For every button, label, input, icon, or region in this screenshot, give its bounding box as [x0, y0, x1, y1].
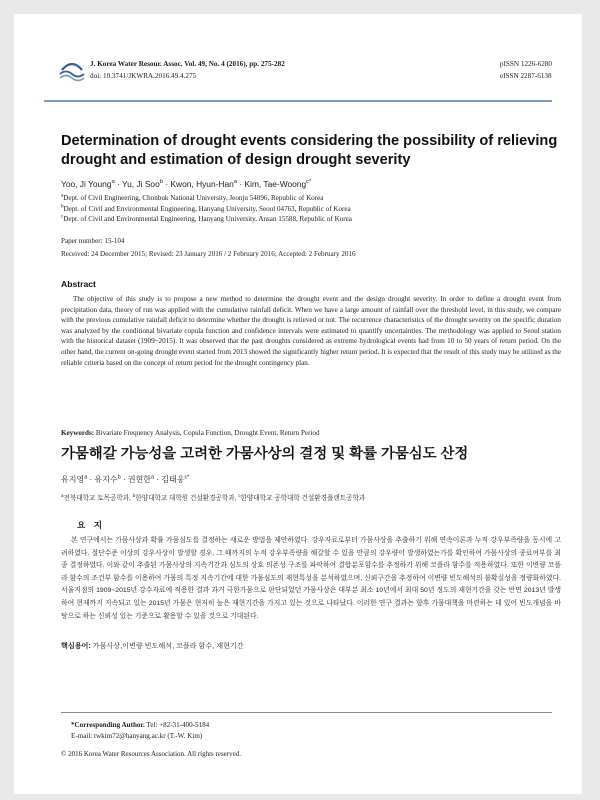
header-divider [44, 100, 552, 102]
pissn: pISSN 1226-6280 [499, 60, 552, 68]
submission-dates: Received: 24 December 2015; Revised: 23 January 2016 / 2 February 2016; Accepted: 2 February 2016 [61, 250, 356, 258]
author-name: Yoo, Ji Young [61, 179, 112, 189]
paper-info [61, 235, 356, 261]
author-name: 유지영 [61, 475, 85, 484]
korean-abstract-heading: 요 지 [77, 520, 105, 530]
affiliation-list [61, 193, 352, 225]
korean-abstract-body: 본 연구에서는 가뭄사상과 확률 가뭄심도를 결정하는 새로운 방법을 제안하였다. 강우자료로부터 가뭄사상을 추출하기 위해 연속이론과 누적 강우부족량을 동시에 고려하였다. 절단수준 이상의 강우사상이 발생할 경우, 그 때까지의 누적 강우부족량을 해갈할 수 있을 만큼의 강우량이 발생하였는가를 확인하여 가뭄사상의 종료여부를 최종 결정하였다. 이와 같이 추출된 가뭄사상의 지속기간과 심도의 상호 의존성 구조를 파악하여 결합분포함수를 추정하기 위해 코플라 함수를 적용하였다. 또한 이변량 코플라 함수의 조건부 함수를 이용하여 가뭄의 특정 지속기간에 대한 가뭄심도의 재현특성을 분석하였으며, 신뢰구간을 추정하여 이변량 빈도해석의 불확실성을 정량화하였다. 서울지점의 1909~2015년 강수자료에 적용한 결과 과거 극한가뭄으로 판단되었던 가뭄사상은 대부분 최소 10년에서 최대 50년 정도의 재현기간을 갖는 반면 2013년 발생하여 현재까지 지속되고 있는 2015년 가뭄은 현저히 높은 재현기간을 가지고 있는 것으로 나타났다. 이러한 연구 결과는 향후 가뭄대책을 마련하는 데 있어 빈도개념을 바탕으로 하는 신뢰성 있는 기준으로 활용할 수 있을 것으로 기대된다. [61, 537, 561, 620]
journal-header [90, 58, 285, 82]
author-name: 유지수 [94, 475, 118, 484]
paper-number: Paper number: 15-104 [61, 237, 125, 245]
corresponding-author: *Corresponding Author. Tel: +82-31-400-5184 E-mail: twkim72@hanyang.ac.kr (T.-W. Kim) [71, 721, 210, 740]
corresponding-email: E-mail: twkim72@hanyang.ac.kr (T.-W. Kim) [71, 731, 203, 740]
korean-keywords: 핵심용어: 가뭄사상,이변량 빈도해석, 코플라 함수, 재현기간 [61, 642, 244, 650]
doi: doi: 10.3741/JKWRA.2016.49.4.275 [90, 72, 197, 80]
author-name: 김태웅 [161, 475, 185, 484]
keywords: Keywords: Bivariate Frequency Analysis, Copula Function, Drought Event, Return Period [61, 429, 320, 437]
copyright: © 2016 Korea Water Resources Association. All rights reserved. [61, 750, 241, 758]
corresponding-label: *Corresponding Author. [71, 721, 145, 729]
korean-keywords-label: 핵심용어: [61, 642, 91, 650]
affiliation: $^b$Dept. of Civil and Environmental Engineering, Hanyang University, Seoul 04763, Republic of Korea [61, 204, 351, 213]
journal-logo-icon [58, 56, 86, 82]
korean-affiliations: $^a$전북대학교 토목공학과, $^b$한양대학교 대학원 건설환경공학과, $^c$한양대학교 공학대학 건설환경플랜트공학과 [61, 492, 366, 502]
author-list: Yoo, Ji Young$^a$ · Yu, Ji Soo$^b$ · Kwon, Hyun-Han$^a$ · Kim, Tae-Woong$^{c*}$ [61, 179, 312, 189]
korean-author-list: 유지영$^a$ · 유지수$^b$ · 권현한$^a$ · 김태웅$^{c*}$ [61, 474, 190, 484]
affiliation: $^a$Dept. of Civil Engineering, Chonbuk National University, Jeonju 54896, Republic of Korea [61, 193, 324, 202]
author-name: 권현한 [127, 475, 152, 484]
abstract-heading: Abstract [61, 279, 96, 289]
issn-block [500, 58, 552, 82]
keywords-label: Keywords: [61, 429, 95, 437]
affiliation: $^c$Dept. of Civil and Environmental Engineering, Hanyang University, Ansan 15588, Republic of Korea [61, 214, 352, 223]
author-name: Kim, Tae-Woong [244, 179, 307, 189]
journal-citation: J. Korea Water Resour. Assoc. Vol. 49, No. 4 (2016), pp. 275-282 [90, 60, 285, 68]
abstract-body: The objective of this study is to propose a new method to determine the drought event and the design drought severity. In order to define a drought event from precipitation data, theory of run was applied with the cumulative rainfall deficit. When we have a large amount of rainfall over the threshold level, in this study, we compare with the previous cumulative rainfall deficit to determine whether the drought is relieved or not. The recurrence characteristics of the drought severity on the specific duration was analyzed by the conditional bivariate copula function and confidence intervals were estimated to quantify uncertainties. The methodology was applied to Seoul station with the historical dataset (1909~2015). It was observed that the past droughts considered as extreme hydrological events had from 10 to 50 years of return period. On the other hand, the current on-going drought event started from 2013 showed the significantly higher return period. It is expected that the result of this study may be utilized as the reliable criteria based on the concept of return period for the drought contingency plan. [61, 295, 561, 367]
footnote-divider [61, 712, 552, 713]
paper-title: Determination of drought events considering the possibility of relieving drought and estimation of design drought severity [61, 133, 558, 168]
author-name: Yu, Ji Soo [122, 179, 160, 189]
eissn: eISSN 2287-6138 [499, 72, 552, 80]
paper-page [14, 14, 582, 794]
author-name: Kwon, Hyun-Han [170, 179, 234, 189]
korean-title: 가뭄해갈 가능성을 고려한 가뭄사상의 결정 및 확률 가뭄심도 산정 [61, 446, 469, 462]
